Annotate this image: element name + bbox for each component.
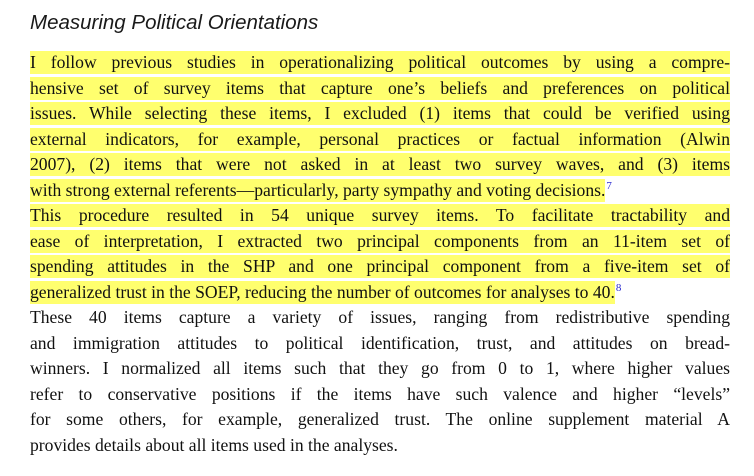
highlighted-text: This procedure resulted in 54 unique survey items. To facilitate tractability and: [30, 205, 730, 225]
paragraph-line-1: [30, 50, 730, 76]
paragraph-line-8: [30, 229, 730, 255]
paragraph-line-9: [30, 254, 730, 280]
paragraph-line-7: [30, 203, 730, 229]
highlighted-text: with strong external referents—particularly, party sympathy and voting decisions.: [30, 179, 606, 200]
highlighted-text: generalized trust in the SOEP, reducing the number of outcomes for analyses to 40.: [30, 281, 615, 302]
paragraph-line-5: [30, 152, 730, 178]
paragraph-line-4: [30, 127, 730, 153]
paragraph-line-2: [30, 76, 730, 102]
paragraph-line-3: [30, 101, 730, 127]
footnote-marker-8[interactable]: 8: [615, 281, 622, 294]
highlighted-text: ease of interpretation, I extracted two principal components from an 11-item set of: [30, 230, 730, 251]
highlighted-text: hensive set of survey items that capture one’s beliefs and preferences on political: [30, 77, 730, 98]
paragraph-line-13: winners. I normalized all items such that they go from 0 to 1, where higher values: [30, 358, 730, 378]
section-heading: Measuring Political Orientations: [30, 11, 319, 34]
paragraph-line-12: and immigration attitudes to political identification, trust, and attitudes on bread-: [30, 332, 730, 353]
paragraph-line-15: for some others, for example, generalized trust. The online supplement material A: [30, 409, 730, 429]
paragraph-line-14: refer to conservative positions if the items have such valence and higher “levels”: [30, 383, 730, 404]
paragraph-line-10: [30, 280, 730, 306]
paragraph-line-16: provides details about all items used in the analyses.: [30, 434, 398, 455]
highlighted-text: I follow previous studies in operationalizing political outcomes by using a compre-: [30, 52, 730, 72]
highlighted-text: external indicators, for example, personal practices or factual information (Alwin: [30, 128, 730, 149]
highlighted-text: issues. While selecting these items, I excluded (1) items that could be verified using: [30, 103, 730, 123]
footnote-marker-7[interactable]: 7: [606, 179, 612, 192]
paragraph-line-11: These 40 items capture a variety of issues, ranging from redistributive spending: [30, 307, 730, 327]
paragraph-line-6: [30, 178, 730, 204]
highlighted-text: spending attitudes in the SHP and one principal component from a five-item set of: [30, 256, 730, 276]
body-paragraph: [30, 50, 730, 458]
highlighted-text: 2007), (2) items that were not asked in at least two survey waves, and (3) items: [30, 154, 730, 174]
